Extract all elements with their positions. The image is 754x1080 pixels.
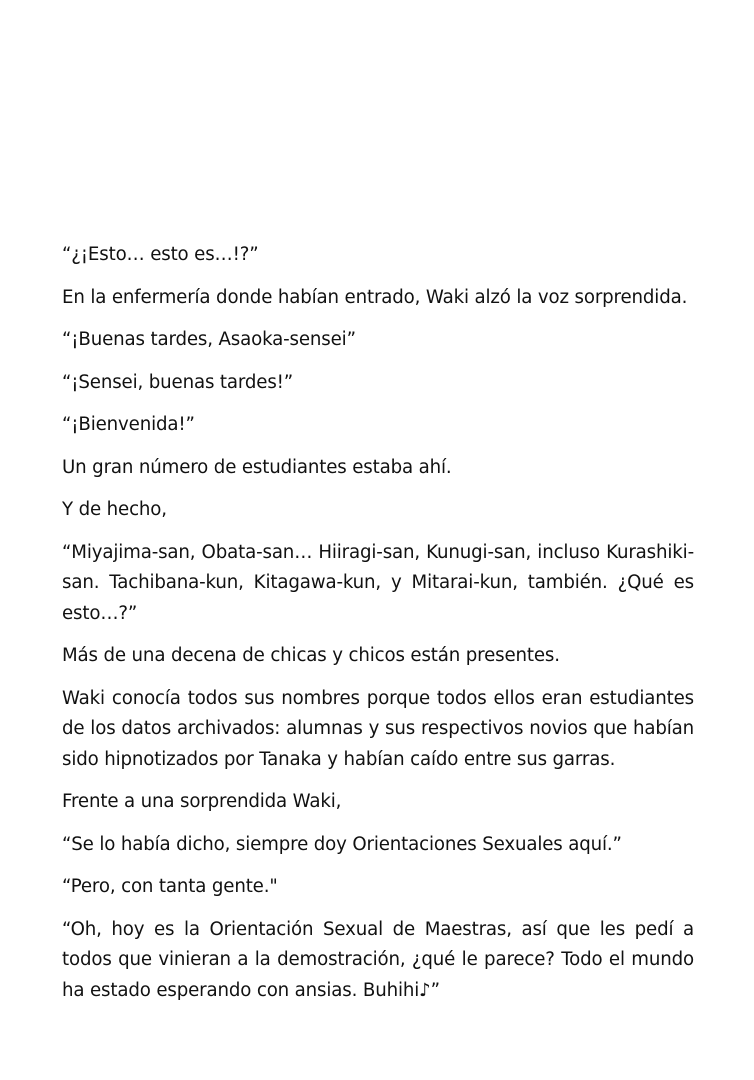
paragraph: “Pero, con tanta gente." — [62, 876, 278, 897]
paragraph: “¡Buenas tardes, Asaoka-sensei” — [62, 329, 356, 350]
page-text — [62, 240, 694, 1018]
paragraph: Un gran número de estudiantes estaba ahí. — [62, 456, 452, 478]
paragraph: “¡Bienvenida!” — [62, 414, 195, 435]
paragraph: Y de hecho, — [62, 499, 167, 520]
paragraph: “Se lo había dicho, siempre doy Orientaciones Sexuales aquí.” — [62, 833, 622, 855]
paragraph: “¿¡Esto… esto es…!?” — [62, 244, 259, 265]
paragraph: Más de una decena de chicas y chicos están presentes. — [62, 645, 560, 666]
paragraph: “¡Sensei, buenas tardes!” — [62, 371, 294, 393]
paragraph: En la enfermería donde habían entrado, Waki alzó la voz sorprendida. — [62, 286, 688, 308]
paragraph: Waki conocía todos sus nombres porque todos ellos eran estudiantes de los datos archivados: alumnas y sus respectivos novios que habían sido hipnotizados por Tanaka y habían caído entre sus garras. — [62, 687, 694, 770]
paragraph: Frente a una sorprendida Waki, — [62, 791, 342, 812]
paragraph: “Oh, hoy es la Orientación Sexual de Maestras, así que les pedí a todos que vinieran a la demostración, ¿qué le parece? Todo el mundo ha estado esperando con ansias. Buhihi♪” — [62, 918, 694, 1001]
paragraph: “Miyajima-san, Obata-san… Hiiragi-san, Kunugi-san, incluso Kurashiki-san. Tachibana-kun, Kitagawa-kun, y Mitarai-kun, también. ¿Qué es esto…?” — [62, 541, 694, 624]
